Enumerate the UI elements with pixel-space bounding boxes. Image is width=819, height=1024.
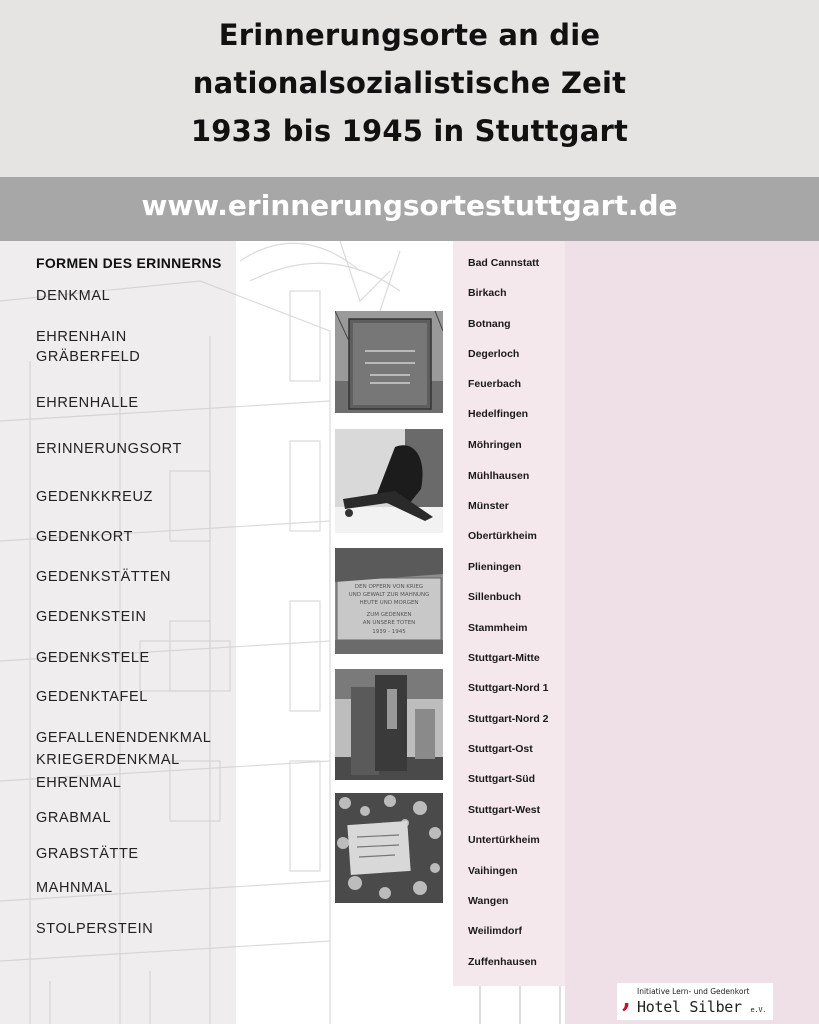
district-item[interactable]: Stuttgart-Mitte — [468, 652, 540, 664]
district-item[interactable]: Vaihingen — [468, 865, 518, 877]
district-item[interactable]: Stuttgart-Nord 2 — [468, 713, 549, 725]
form-item-gedenktafel: GEDENKTAFEL — [36, 689, 148, 705]
logo-subtitle: Initiative Lern- und Gedenkort — [637, 987, 750, 996]
logo-name: Hotel Silber e.V. — [637, 998, 767, 1016]
ivy-plaque-photo — [335, 793, 443, 903]
district-item[interactable]: Hedelfingen — [468, 408, 529, 420]
form-item-gedenkstein: GEDENKSTEIN — [36, 609, 147, 625]
form-item-gedenkort: GEDENKORT — [36, 529, 133, 545]
header — [0, 0, 819, 177]
stele-photo — [335, 669, 443, 780]
url-bar — [0, 177, 819, 241]
district-item[interactable]: Plieningen — [468, 561, 522, 573]
district-item[interactable]: Münster — [468, 500, 509, 512]
website-url[interactable]: www.erinnerungsortestuttgart.de — [141, 189, 678, 222]
form-item-gedenkstaetten: GEDENKSTÄTTEN — [36, 569, 172, 585]
form-item-kriegerdenkmal: KRIEGERDENKMAL — [36, 752, 180, 768]
form-item-gedenkkreuz: GEDENKKREUZ — [36, 489, 153, 505]
plaque-line: 1939 - 1945 — [372, 629, 406, 635]
district-item[interactable]: Feuerbach — [468, 378, 522, 390]
page-title-line-3: 1933 bis 1945 in Stuttgart — [190, 114, 629, 148]
district-item[interactable]: Obertürkheim — [468, 530, 537, 542]
right-panel — [565, 241, 819, 1024]
form-item-gedenkstele: GEDENKSTELE — [36, 650, 150, 666]
district-item[interactable]: Möhringen — [468, 439, 522, 451]
district-item[interactable]: Zuffenhausen — [468, 956, 537, 968]
district-item[interactable]: Birkach — [468, 287, 507, 299]
plaque-line: ZUM GEDENKEN — [366, 612, 412, 618]
form-item-mahnmal: MAHNMAL — [36, 880, 113, 896]
district-item[interactable]: Stammheim — [468, 622, 528, 634]
form-item-stolperstein: STOLPERSTEIN — [36, 921, 154, 937]
content-area — [0, 241, 819, 1024]
form-item-graeberfeld: GRÄBERFELD — [36, 349, 141, 365]
form-item-ehrenhalle: EHRENHALLE — [36, 395, 139, 411]
district-item[interactable]: Stuttgart-Süd — [468, 773, 536, 785]
district-item[interactable]: Stuttgart-West — [468, 804, 541, 816]
memorial-stone-photo — [335, 311, 443, 413]
plaque-line: AN UNSERE TOTEN — [362, 620, 416, 626]
memorial-plaque-photo — [335, 548, 443, 654]
form-item-ehrenmal: EHRENMAL — [36, 775, 122, 791]
district-item[interactable]: Stuttgart-Nord 1 — [468, 682, 549, 694]
plaque-line: HEUTE UND MORGEN — [359, 600, 419, 606]
district-item[interactable]: Untertürkheim — [468, 834, 540, 846]
district-item[interactable]: Stuttgart-Ost — [468, 743, 533, 755]
district-item[interactable]: Mühlhausen — [468, 470, 530, 482]
form-item-denkmal: DENKMAL — [36, 288, 111, 304]
plaque-line: DEN OPFERN VON KRIEG — [354, 584, 424, 590]
logo-comma-mark: , — [622, 984, 632, 1014]
page-title-line-1: Erinnerungsorte an die — [218, 18, 601, 52]
district-item[interactable]: Botnang — [468, 318, 511, 330]
logo-suffix: e.V. — [750, 1006, 767, 1014]
district-item[interactable]: Weilimdorf — [468, 925, 523, 937]
form-item-grabstaette: GRABSTÄTTE — [36, 846, 139, 862]
hotel-silber-logo[interactable] — [617, 983, 773, 1020]
form-item-gefallenendenkmal: GEFALLENENDENKMAL — [36, 730, 212, 746]
forms-heading: FORMEN DES ERINNERNS — [36, 255, 222, 271]
district-item[interactable]: Wangen — [468, 895, 509, 907]
form-item-ehrenhain: EHRENHAIN — [36, 329, 127, 345]
district-item[interactable]: Degerloch — [468, 348, 520, 360]
form-item-grabmal: GRABMAL — [36, 810, 112, 826]
page-title-line-2: nationalsozialistische Zeit — [192, 66, 627, 100]
district-item[interactable]: Bad Cannstatt — [468, 257, 540, 269]
district-item[interactable]: Sillenbuch — [468, 591, 522, 603]
plaque-line: UND GEWALT ZUR MAHNUNG — [348, 592, 430, 598]
form-item-erinnerungsort: ERINNERUNGSORT — [36, 441, 182, 457]
sculpture-photo — [335, 429, 443, 533]
